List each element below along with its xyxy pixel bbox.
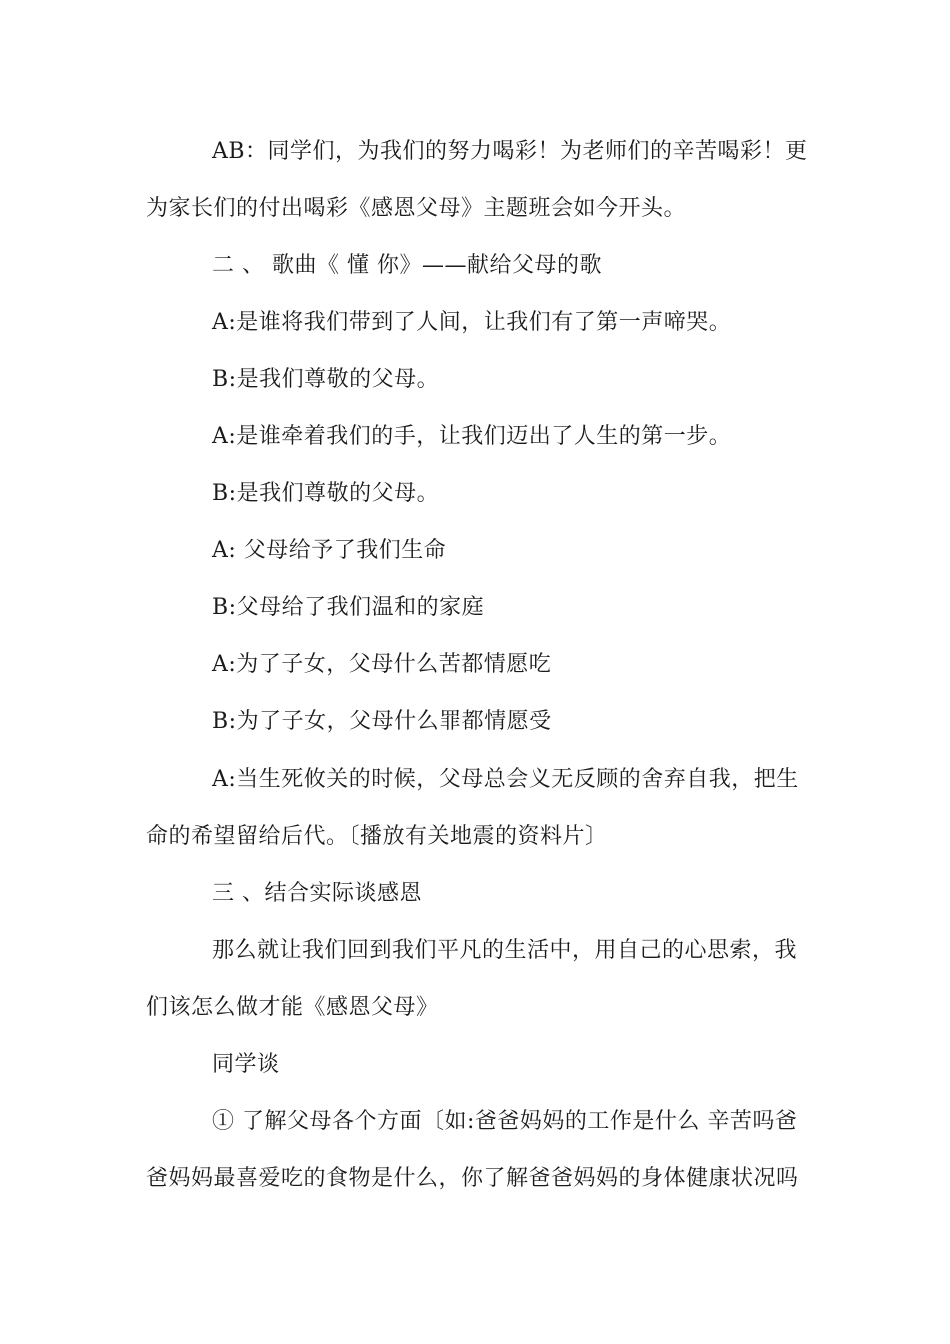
paragraph-line: A:当生死攸关的时候，父母总会义无反顾的舍弃自我，把生 [212,767,799,792]
paragraph-line: B:是我们尊敬的父母。 [212,481,440,506]
paragraph-line: B:父母给了我们温和的家庭 [212,595,485,620]
paragraph-line: B:为了子女，父母什么罪都情愿受 [212,709,552,734]
paragraph-line: A:为了子女，父母什么苦都情愿吃 [212,652,552,677]
section-heading: 三 、结合实际谈感恩 [212,881,422,906]
paragraph-line: 们该怎么做才能《感恩父母》 [146,995,439,1020]
paragraph-line: 爸妈妈最喜爱吃的食物是什么，你了解爸爸妈妈的身体健康状况吗 [146,1166,799,1191]
paragraph-line: ① 了解父母各个方面〔如:爸爸妈妈的工作是什么 辛苦吗爸 [212,1109,798,1134]
paragraph-line: A:是谁牵着我们的手，让我们迈出了人生的第一步。 [212,424,732,449]
section-heading: 二 、 歌曲《 懂 你》——献给父母的歌 [212,253,602,278]
paragraph-line: AB：同学们，为我们的努力喝彩！为老师们的辛苦喝彩！更 [212,139,808,164]
paragraph-line: 那么就让我们回到我们平凡的生活中，用自己的心思索，我 [212,938,798,963]
paragraph-line: A: 父母给予了我们生命 [212,538,447,563]
paragraph-line: 为家长们的付出喝彩《感恩父母》主题班会如今开头。 [146,196,687,221]
paragraph-line: 同学谈 [212,1052,280,1077]
paragraph-line: A:是谁将我们带到了人间，让我们有了第一声啼哭。 [212,310,732,335]
paragraph-line: 命的希望留给后代。〔播放有关地震的资料片〕 [146,824,608,849]
paragraph-line: B:是我们尊敬的父母。 [212,367,440,392]
